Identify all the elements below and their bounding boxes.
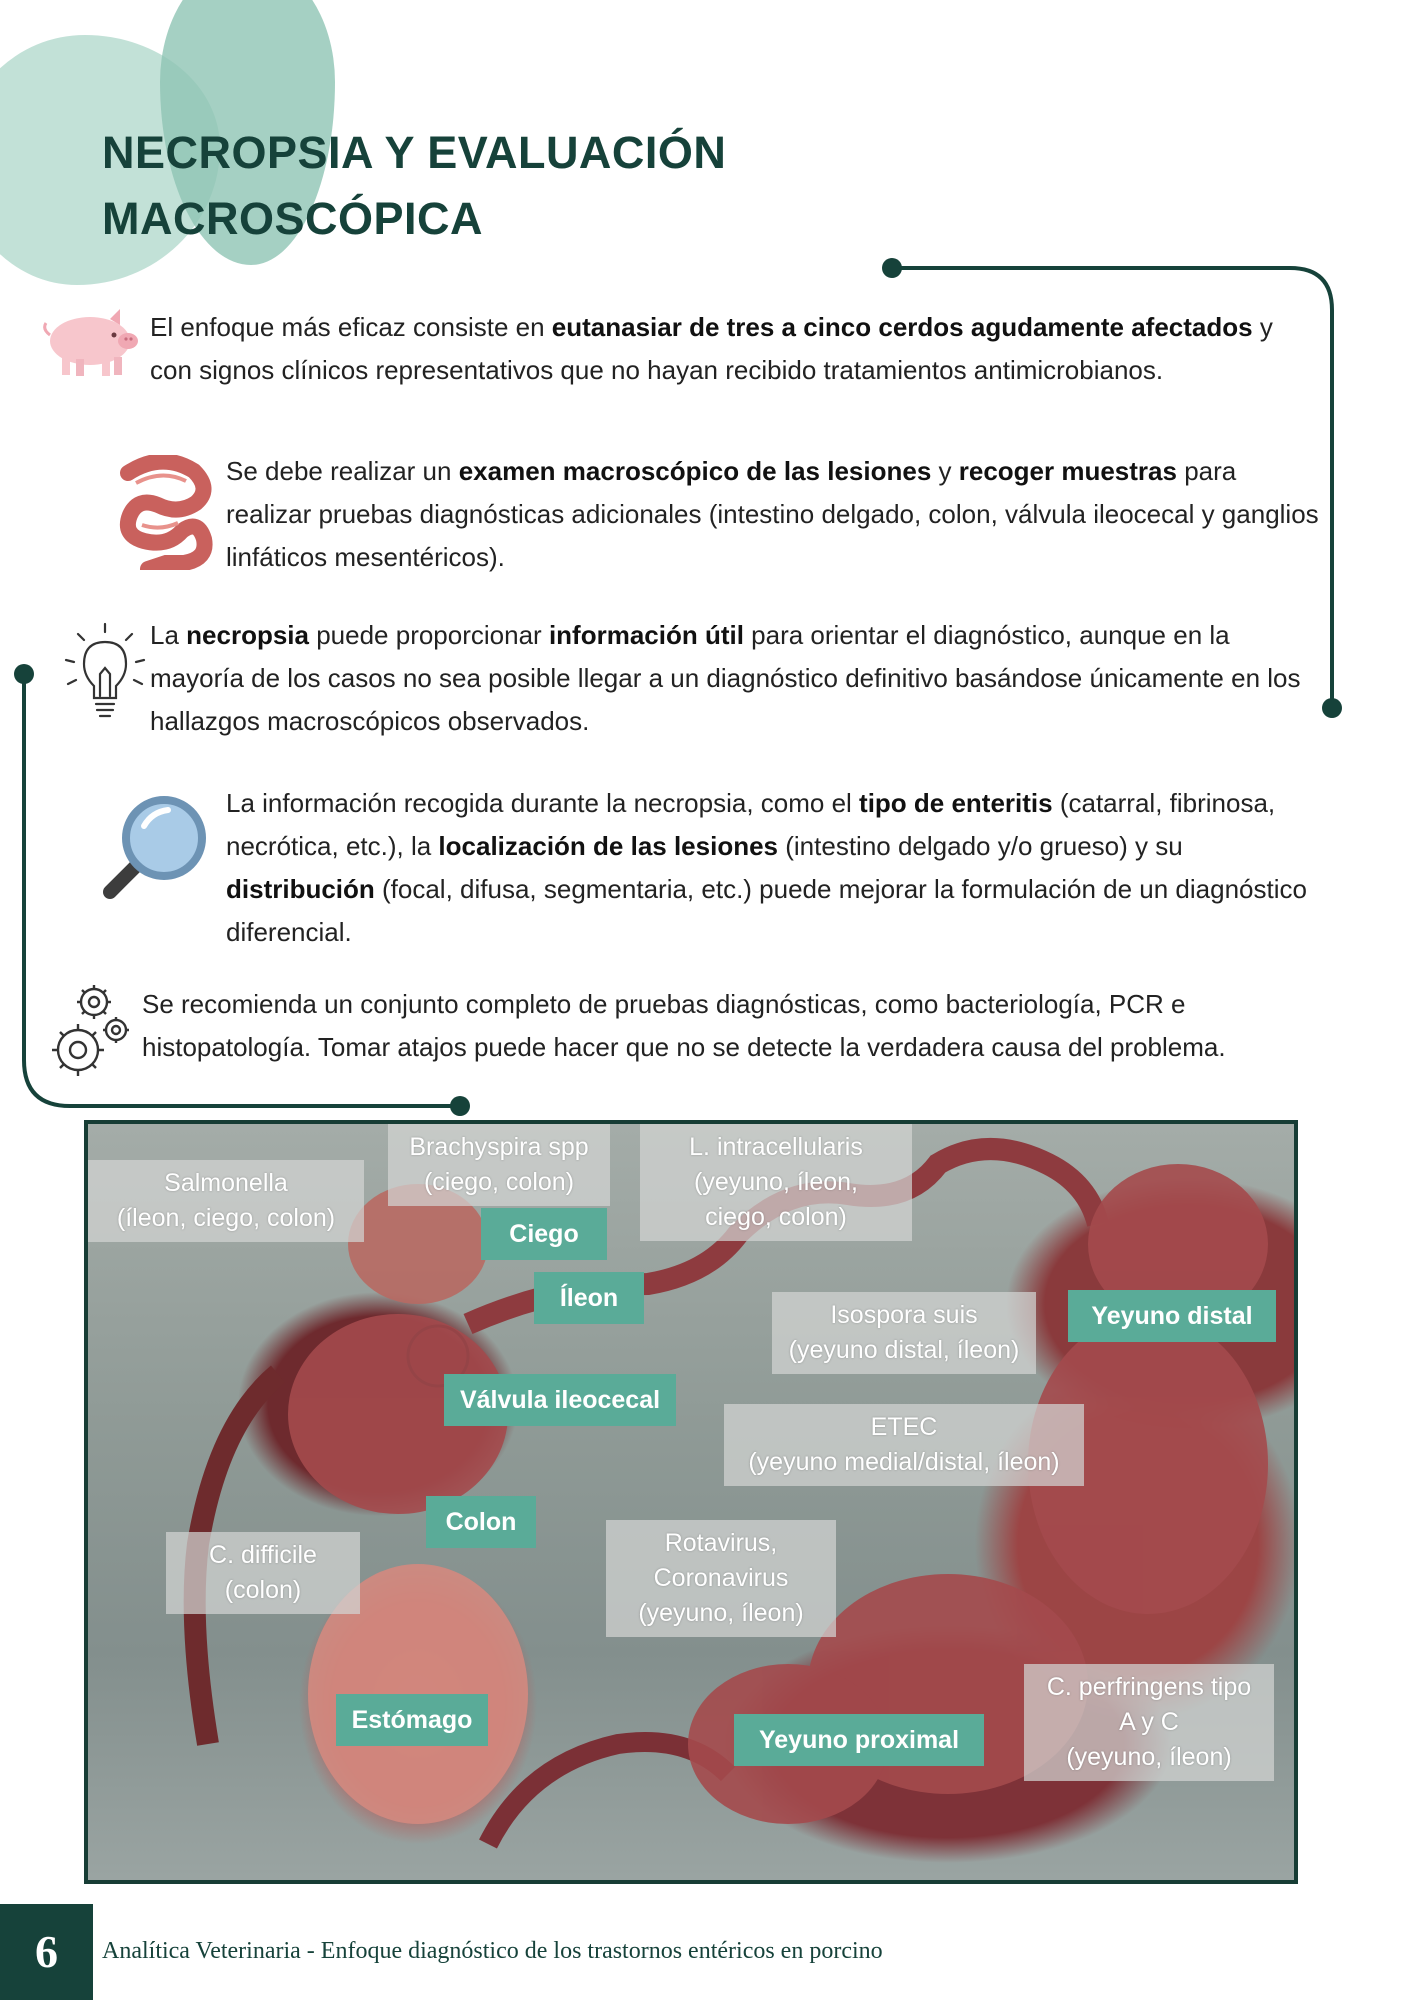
label-perfringens: C. perfringens tipo A y C (yeyuno, íleon) (1024, 1664, 1274, 1781)
label-yeyuno-proximal: Yeyuno proximal (734, 1714, 984, 1766)
paragraph-3-run-2: puede proporcionar (308, 620, 549, 650)
paragraph-2-run-4: para realizar pruebas diagnósticas adicionales (intestino delgado, colon, válvula ileocecal y ganglios linfáticos mesentéricos). (226, 456, 1319, 572)
paragraph-5 (142, 983, 1302, 1069)
title-line-2: MACROSCÓPICA (102, 193, 484, 244)
paragraph-4-run-0: La información recogida durante la necropsia, como el (226, 788, 860, 818)
page-title (102, 120, 726, 252)
intestine-icon (108, 455, 216, 570)
paragraph-3-run-1: necropsia (186, 620, 309, 650)
paragraph-5-run-0: Se recomienda un conjunto completo de pruebas diagnósticas, como bacteriología, PCR e histopatología. Tomar atajos puede hacer que no se detecte la verdadera causa del problema. (142, 989, 1226, 1062)
paragraph-1-run-1: eutanasiar de tres a cinco cerdos agudamente afectados (551, 312, 1253, 342)
label-etec: ETEC (yeyuno medial/distal, íleon) (724, 1404, 1084, 1486)
magnifier-icon (98, 790, 213, 905)
gears-icon (44, 980, 139, 1090)
pig-icon (40, 305, 140, 380)
paragraph-1-run-2: y con signos clínicos representativos que no hayan recibido tratamientos antimicrobianos. (150, 312, 1273, 385)
label-valvula-ileocecal: Válvula ileocecal (444, 1374, 676, 1426)
title-line-1: NECROPSIA Y EVALUACIÓN (102, 127, 727, 178)
label-estomago: Estómago (336, 1694, 488, 1746)
paragraph-2-run-1: examen macroscópico de las lesiones (458, 456, 932, 486)
footer-text: Analítica Veterinaria - Enfoque diagnóstico de los trastornos entéricos en porcino (102, 1938, 883, 1964)
label-rotavirus: Rotavirus, Coronavirus (yeyuno, íleon) (606, 1520, 836, 1637)
paragraph-4-run-4: (intestino delgado y/o grueso) y su (778, 831, 1183, 861)
paragraph-3-run-0: La (150, 620, 187, 650)
label-brachyspira: Brachyspira spp (ciego, colon) (388, 1124, 610, 1206)
paragraph-2-run-0: Se debe realizar un (226, 456, 459, 486)
label-lawsonia: L. intracellularis (yeyuno, íleon, ciego, colon) (640, 1124, 912, 1241)
label-cdifficile: C. difficile (colon) (166, 1532, 360, 1614)
paragraph-1-run-0: El enfoque más eficaz consiste en (150, 312, 552, 342)
label-ciego: Ciego (481, 1208, 607, 1260)
paragraph-3-run-4: para orientar el diagnóstico, aunque en la mayoría de los casos no sea posible llegar a un diagnóstico definitivo basándose únicamente en los hallazgos macroscópicos observados. (150, 620, 1301, 736)
paragraph-4-run-3: localización de las lesiones (438, 831, 779, 861)
necropsy-photo (84, 1120, 1298, 1884)
page-number: 6 (0, 1904, 93, 2000)
paragraph-4-run-6: (focal, difusa, segmentaria, etc.) puede mejorar la formulación de un diagnóstico diferencial. (226, 874, 1307, 947)
paragraph-2 (226, 450, 1321, 579)
lightbulb-icon (60, 620, 150, 730)
paragraph-4-run-5: distribución (226, 874, 375, 904)
label-ileon: Íleon (534, 1272, 644, 1324)
paragraph-3-run-3: información útil (548, 620, 744, 650)
paragraph-4-run-1: tipo de enteritis (859, 788, 1053, 818)
label-salmonella: Salmonella (íleon, ciego, colon) (88, 1160, 364, 1242)
paragraph-1 (150, 306, 1300, 392)
label-colon: Colon (426, 1496, 536, 1548)
paragraph-4-run-2: (catarral, fibrinosa, necrótica, etc.), la (226, 788, 1276, 861)
paragraph-2-run-2: y (931, 456, 959, 486)
paragraph-4 (226, 782, 1321, 954)
label-isospora: Isospora suis (yeyuno distal, íleon) (772, 1292, 1036, 1374)
paragraph-2-run-3: recoger muestras (958, 456, 1177, 486)
label-yeyuno-distal: Yeyuno distal (1068, 1290, 1276, 1342)
paragraph-3 (150, 614, 1310, 743)
